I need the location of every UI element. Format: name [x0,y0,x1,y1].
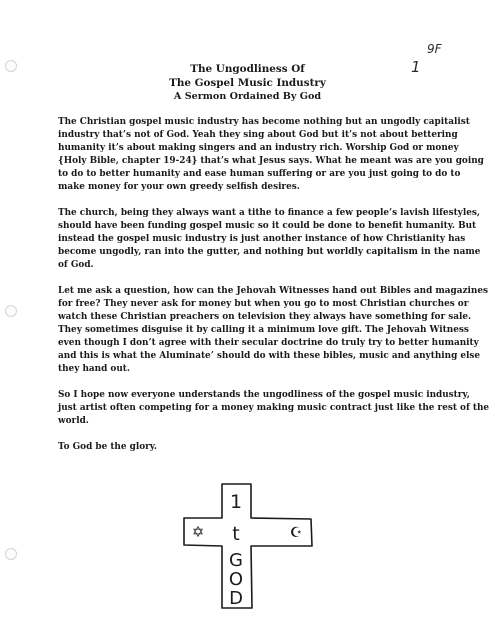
sermon-body [58,116,490,467]
handwritten-page-number: 1 [411,58,421,76]
cross-top-text: 1 [229,491,243,513]
title-line-2: The Gospel Music Industry [169,77,326,89]
subtitle: A Sermon Ordained By God [173,91,322,102]
title-line-1: The Ungodliness Of [190,63,305,75]
hand-drawn-cross [181,482,319,610]
paragraph-4: So I hope now everyone understands the ungodliness of the gospel music industry, just artist often competing for a money making music contract just like the rest of the world. [58,390,490,426]
handwritten-code: 9F [427,42,442,56]
closing-line: To God be the glory. [58,442,158,452]
star-and-crescent-icon: ☪ [289,525,303,541]
star-of-david-icon: ✡ [191,523,205,541]
cross-god-letter-d: D [229,588,243,609]
cross-god-letter-g: G [229,550,243,571]
cross-center-text: t [232,523,240,545]
paragraph-1: The Christian gospel music industry has become nothing but an ungodly capitalist industry that’s not of God. Yeah they sing about God but it’s not about bettering humanity it’s about making singers and an industry rich. Worship God or money {Holy Bible, chapter 19-24} that’s what Jesus says. What he meant was are you going to do to better humanity and ease human suffering or are you just going to do to make money for your own greedy selfish desires. [58,117,484,192]
paragraph-2: The church, being they always want a tithe to finance a few people’s lavish lifestyles, should have been funding gospel music so it could be done to benefit humanity. But instead the gospel music industry is just another instance of how Christianity has become ungodly, ran into the gutter, and nothing but worldly capitalism in the name of God. [58,208,481,270]
cross-outline [184,484,312,608]
paragraph-3: Let me ask a question, how can the Jehovah Witnesses hand out Bibles and magazines for free? They never ask for money but when you go to most Christian churches or watch these Christian preachers on television they always have something for sale. They sometimes disguise it by calling it a minimum love gift. The Jehovah Witness even though I don’t agree with their secular doctrine do truly try to better humanity and this is what the Aluminate’ should do with these bibles, music and anything else they hand out. [58,286,489,374]
punch-hole-bottom [5,548,17,560]
punch-hole-middle [5,305,17,317]
cross-god-letter-o: O [228,569,244,590]
document-header [0,62,495,103]
